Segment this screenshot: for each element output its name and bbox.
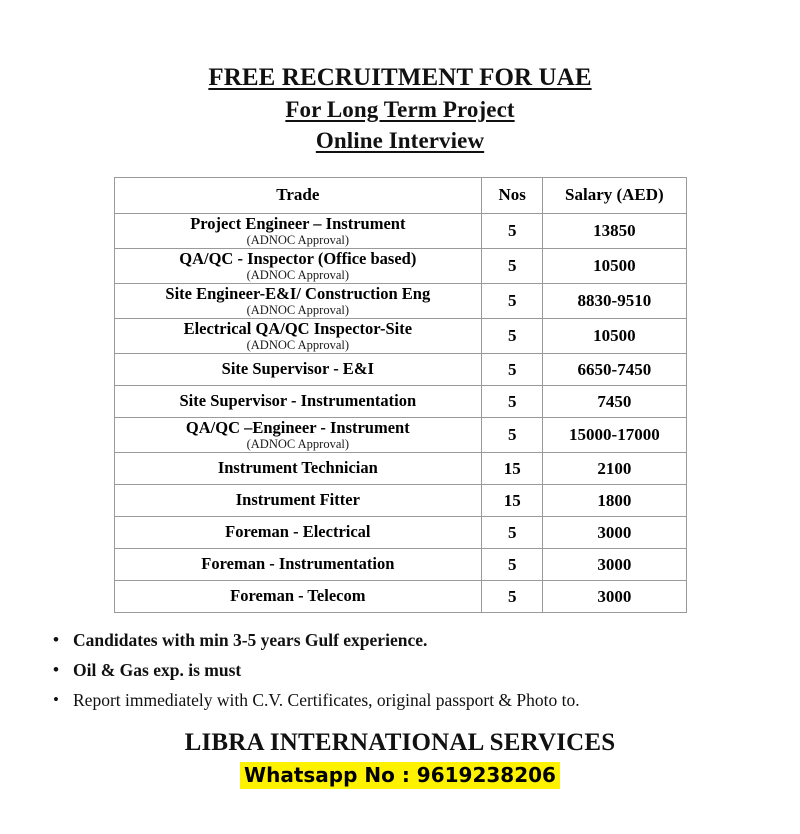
cell-nos: 15: [482, 453, 543, 485]
table-row: [114, 214, 686, 249]
trade-title: Instrument Fitter: [235, 490, 360, 509]
trade-title: Site Supervisor - E&I: [221, 359, 374, 378]
trade-title: QA/QC –Engineer - Instrument: [185, 418, 410, 437]
trade-title: QA/QC - Inspector (Office based): [179, 249, 417, 268]
list-item-label: Report immediately with C.V. Certificates, original passport & Photo to.: [73, 690, 580, 710]
cell-nos: 5: [482, 517, 543, 549]
table-row: [114, 319, 686, 354]
table-row: [114, 549, 686, 581]
trade-approval-note: (ADNOC Approval): [246, 437, 350, 451]
requirements-list: [0, 625, 800, 715]
cell-salary: 10500: [543, 319, 686, 354]
cell-trade: [114, 581, 482, 613]
column-header-trade: Trade: [114, 178, 482, 214]
bullet-icon: •: [53, 630, 59, 649]
cell-salary: 13850: [543, 214, 686, 249]
table-row: [114, 453, 686, 485]
table-header-row: [114, 178, 686, 214]
vacancy-table-body: [114, 214, 686, 613]
list-item: [0, 625, 800, 655]
trade-title: Electrical QA/QC Inspector-Site: [183, 319, 413, 338]
company-name: LIBRA INTERNATIONAL SERVICES: [184, 729, 616, 756]
cell-trade: [114, 453, 482, 485]
cell-salary: 8830-9510: [543, 284, 686, 319]
cell-nos: 5: [482, 214, 543, 249]
list-item-label: Oil & Gas exp. is must: [73, 660, 242, 680]
table-row: [114, 418, 686, 453]
cell-nos: 5: [482, 284, 543, 319]
table-row: [114, 284, 686, 319]
trade-title: Foreman - Instrumentation: [201, 554, 395, 573]
footer-block: [0, 728, 800, 792]
table-row: [114, 581, 686, 613]
cell-trade: [114, 214, 482, 249]
table-row: [114, 249, 686, 284]
cell-salary: 3000: [543, 549, 686, 581]
trade-title: Foreman - Electrical: [225, 522, 371, 541]
cell-nos: 5: [482, 249, 543, 284]
table-row: [114, 517, 686, 549]
bullet-icon: •: [53, 690, 59, 709]
trade-title: Project Engineer – Instrument: [190, 214, 406, 233]
cell-salary: 3000: [543, 581, 686, 613]
trade-approval-note: (ADNOC Approval): [246, 233, 350, 247]
cell-trade: [114, 485, 482, 517]
trade-title: Site Engineer-E&I/ Construction Eng: [165, 284, 431, 303]
list-item: [0, 655, 800, 685]
cell-nos: 15: [482, 485, 543, 517]
trade-approval-note: (ADNOC Approval): [246, 268, 350, 282]
cell-salary: 15000-17000: [543, 418, 686, 453]
cell-trade: [114, 418, 482, 453]
table-row: [114, 485, 686, 517]
vacancy-table: [114, 177, 687, 613]
trade-title: Site Supervisor - Instrumentation: [179, 391, 417, 410]
table-row: [114, 386, 686, 418]
cell-trade: [114, 319, 482, 354]
bullet-icon: •: [53, 660, 59, 679]
table-row: [114, 354, 686, 386]
list-item-label: Candidates with min 3-5 years Gulf experience.: [73, 630, 428, 650]
cell-nos: 5: [482, 418, 543, 453]
whatsapp-line: [0, 761, 800, 792]
page-title: FREE RECRUITMENT FOR UAE: [208, 64, 592, 91]
subtitle-interview-mode: Online Interview: [315, 128, 485, 153]
cell-nos: 5: [482, 581, 543, 613]
cell-trade: [114, 354, 482, 386]
cell-nos: 5: [482, 354, 543, 386]
whatsapp-contact: Whatsapp No : 9619238206: [240, 762, 560, 789]
cell-trade: [114, 549, 482, 581]
cell-salary: 3000: [543, 517, 686, 549]
cell-salary: 1800: [543, 485, 686, 517]
cell-salary: 2100: [543, 453, 686, 485]
cell-salary: 10500: [543, 249, 686, 284]
vacancy-table-wrap: [114, 177, 687, 613]
subtitle-project-term: For Long Term Project: [285, 97, 515, 122]
heading-block: [0, 0, 800, 156]
cell-nos: 5: [482, 549, 543, 581]
column-header-nos: Nos: [482, 178, 543, 214]
trade-title: Foreman - Telecom: [230, 586, 366, 605]
cell-salary: 6650-7450: [543, 354, 686, 386]
cell-trade: [114, 249, 482, 284]
trade-title: Instrument Technician: [217, 458, 378, 477]
cell-nos: 5: [482, 386, 543, 418]
column-header-salary: Salary (AED): [543, 178, 686, 214]
cell-trade: [114, 284, 482, 319]
trade-approval-note: (ADNOC Approval): [246, 338, 350, 352]
cell-nos: 5: [482, 319, 543, 354]
cell-salary: 7450: [543, 386, 686, 418]
cell-trade: [114, 517, 482, 549]
trade-approval-note: (ADNOC Approval): [246, 303, 350, 317]
cell-trade: [114, 386, 482, 418]
list-item: [0, 685, 800, 715]
